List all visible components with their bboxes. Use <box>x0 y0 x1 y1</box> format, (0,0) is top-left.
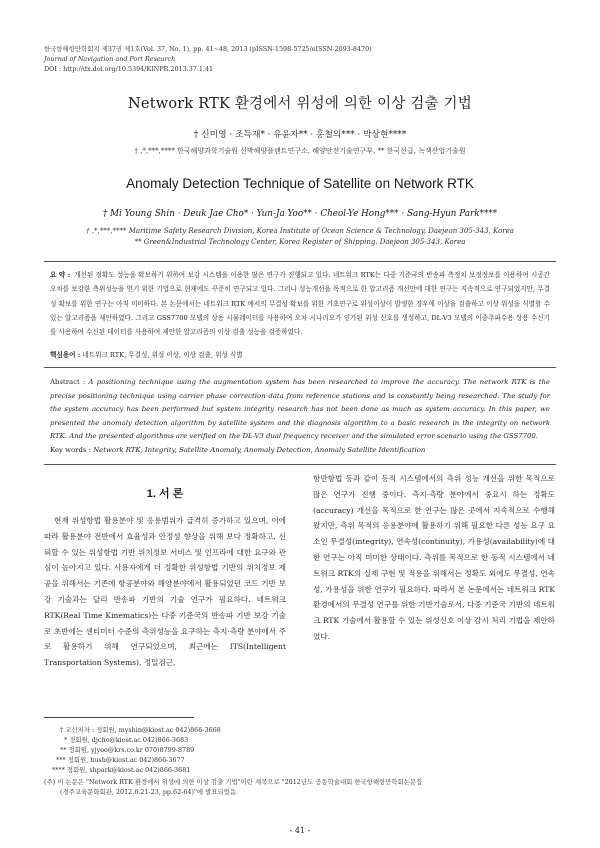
section-heading-introduction: 1. 서 론 <box>146 488 184 500</box>
abstract-english <box>50 376 550 444</box>
keywords-english <box>50 446 550 454</box>
keywords-english-text: Network RTK, Integrity, Satellite Anomaly, Anomaly Detection, Anomaly Satellite Identification <box>93 446 426 454</box>
journal-citation: 한국항해항만학회지 제37권 제1호(Vol. 37, No. 1), pp. 41∼48, 2013 (pISSN-1598-5725/eISSN-2093-8470) <box>44 45 372 53</box>
keywords-english-label: Key words : <box>50 446 91 454</box>
abstract-top-rule <box>44 261 556 262</box>
abstract-korean-label: 요 약 : <box>50 271 71 279</box>
body-column-left: 현재 위성항법 활용분야 및 응용범위가 급격히 증가하고 있으며, 이에 따라 활용분야 전반에서 효율성과 안정성 향상을 위해 보다 정확하고, 신뢰할 수 있는 위성항법 기반 위치정보 서비스 및 인프라에 대한 요구와 관심이 높아지고 있다. 사용자에게 더 정확한 위성항법 기반의 위치정보 제공을 위해서는 기존에 항공분야와 해양분야에서 활용되었던 코드 기반 보강 기술과는 달리 반송파 기반의 기술 연구가 필요하다. 네트워크 RTK(Real Time Kinematics)는 다중 기준국의 반송파 기반 보강 기술로 초반에는 센티미터 수준의 측위성능을 요구하는 측지·측량 분야에서 주로 활용하기 위해 연구되었으며, 최근에는 ITS(Intelligent Transportation Systems), 정밀검근, <box>44 516 286 668</box>
footnote-presentation-note-2: (경주교육문화회관, 2012.6.21-23, pp.62-64)"에 발표되었음. <box>60 788 238 796</box>
abstract-mid-rule <box>44 367 556 368</box>
body-column-right: 항만항법 등과 같이 동적 시스템에서의 측위 성능 개선을 위한 목적으로 많은 연구가 진행 중이다. 측지·측량 분야에서 중요시 하는 정확도(accuracy) 개선을 목적으로 한 연구는 많은 곳에서 지속적으로 수행해 왔지만, 측위 목적의 응용분야에 활용하기 위해 필요한 다른 성능 요구 요소인 무결성(integrity), 연속성(continuity), 가용성(availability)에 대한 연구는 아직 미미한 상태이다. 측위를 목적으로 한 동적 시스템에서 네트워크 RTK의 실제 구현 및 적용을 위해서는 정확도 외에도 무결성, 연속성, 가용성을 위한 연구가 필요하다. 따라서 본 논문에서는 네트워크 RTK 환경에서의 무결성 연구를 위한 기반기술로서, 다중 기준국 기반의 네트워크 RTK 기술에서 활용할 수 있는 위성신호 이상 감시 처리 기법을 제안하였다. <box>313 474 555 641</box>
footnote-rule <box>44 717 194 718</box>
title-english: Anomaly Detection Technique of Satellite on Network RTK <box>126 176 474 191</box>
affiliation-english-line-1: † ,*,***,**** Maritime Safety Research Division, Korea Institute of Ocean Science & Technology, Daejeon 305-343, Korea <box>86 227 514 235</box>
journal-english-name: Journal of Navigation and Port Research <box>44 55 176 64</box>
abstract-korean <box>50 268 550 339</box>
authors-english: † Mi Young Shin · Deuk Jae Cho* · Yun-Ja Yoo** · Cheol-Ye Hong*** · Sang-Hyun Park**** <box>102 209 498 219</box>
journal-header <box>44 44 564 75</box>
keywords-korean-text: 네트워크 RTK, 무결성, 위성 이상, 이상 검출, 위성 식별 <box>82 351 243 359</box>
abstract-korean-text: 개선된 정확도 성능을 확보하기 위하여 보강 시스템을 이용한 많은 연구가 진행되고 있다. 네트워크 RTK는 다중 기준국의 반송파 측정치 보정정보를 이용하여 시공간 오차를 보강한 측위성능을 얻기 위한 기법으로 현재에도 꾸준히 연구되고 있다. 그러나 성능개선을 목적으로 한 알고리즘 개선만에 대한 연구는 지속적으로 연구되었지만, 무결성 확보를 위한 연구는 아직 미미하다. 본 논문에서는 네트워크 RTK 에서의 무결성 확보를 위한 기초연구로 위성이상이 발생한 경우에 이상을 검출하고 이상 위성을 식별할 수 있는 알고리즘을 제안하였다. 그리고 GSS7700 모델의 상용 시뮬레이터를 사용하여 오차 시나리오가 인가된 위성 신호를 생성하고, DL-V3 모델의 이중주파수용 상용 수신기를 사용하여 수신된 데이터를 사용하여 제안한 알고리즘의 이상 검출 성능을 검증하였다. <box>50 271 550 337</box>
authors-korean: † 신미영 · 조득재* · 유윤자** · 홍철의*** · 박상현**** <box>193 130 407 140</box>
affiliation-korean: † ,*,***,**** 한국해양과학기술원 선박해양플랜트연구소, 해양안전기술연구부, ** 한국선급, 녹색산업기술원 <box>134 147 466 155</box>
keywords-korean <box>50 349 550 359</box>
page-number: - 41 - <box>289 826 311 835</box>
keywords-korean-label: 핵심용어 : <box>50 351 81 359</box>
footnote-corresponding-author: † 교신저자 : 정회원, myshin@kiost.ac 042)866-3668 <box>60 726 221 734</box>
title-korean: Network RTK 환경에서 위성에 의한 이상 검출 기법 <box>128 96 472 112</box>
footnote-author-4: *** 정회원, hush@kiost.ac 042)866-3677 <box>56 756 185 764</box>
footnote-presentation-note-1: (주) 이 논문은 "Network RTK 환경에서 위성에 의한 이상 검출 기법"이란 제목으로 "2012년도 공동학술대회 한국항해항만학회논문집 <box>44 778 423 786</box>
footnote-author-2: * 정회원, djcho@kiost.ac 042)866-3683 <box>64 736 189 744</box>
abstract-english-label: Abstract : <box>50 378 86 386</box>
footnote-author-3: ** 정회원, yjyoo@krs.co.kr 070)8799-8789 <box>60 746 195 754</box>
abstract-english-text: A positioning technique using the augmentation system has been researched to improve the accuracy. The network RTK is the precise positioning technique using carrier phase correction data from reference stations and is constantly being researched. The study for the system accuracy has been performed but system integrity research has not been done as much as system accuracy. In this paper, we presented the anomaly detection algorithm by satellite system and the diagnosis algorithm to a basic research in the integrity on network RTK. And the presented algorithms are verified on the DL-V3 dual frequency receiver and the simulated error scenario using the GSS7700. <box>50 378 550 441</box>
affiliation-english <box>0 226 600 248</box>
affiliation-english-line-2: ** Green&Industrial Technology Center, Korea Register of Shipping, Daejeon 305-343, Korea <box>134 238 466 246</box>
doi-link[interactable]: DOI : http://dx.doi.org/10.5394/KINPR.2013.37.1.41 <box>44 65 214 74</box>
abstract-bottom-rule <box>44 464 556 465</box>
footnote-author-5: **** 정회원, shpark@kiost.ac 042)866-3681 <box>52 766 191 774</box>
